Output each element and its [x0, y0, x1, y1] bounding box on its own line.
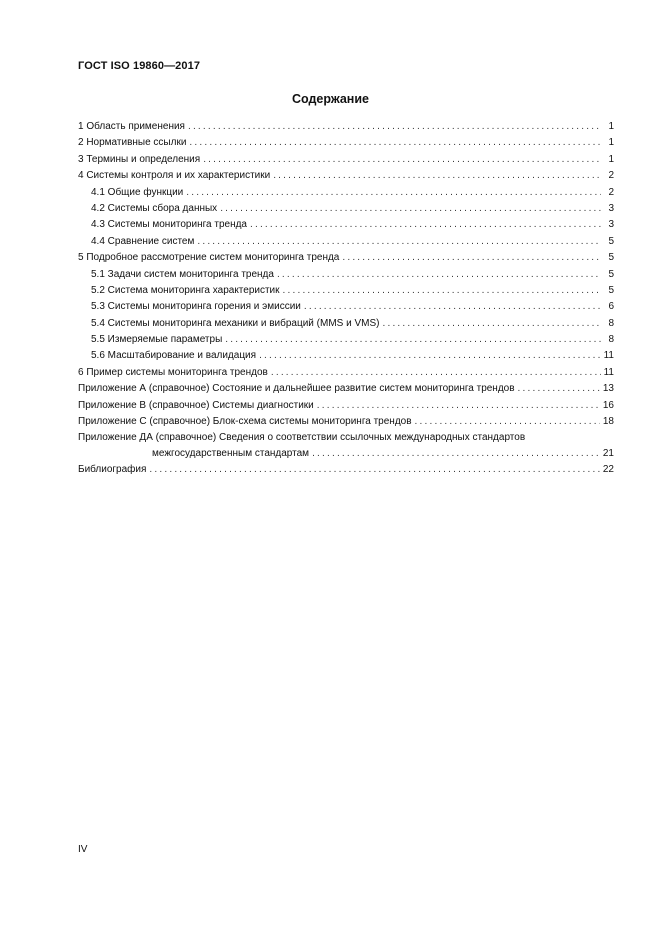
toc-entry-label: 6 Пример системы мониторинга трендов [78, 366, 268, 378]
toc-entry-page: 16 [602, 399, 614, 411]
leader-dots [271, 365, 601, 381]
toc-entry-label: 4.2 Системы сбора данных [91, 202, 218, 214]
toc-entry-page: 6 [608, 301, 614, 313]
toc-entry[interactable] [78, 267, 614, 283]
leader-dots [189, 135, 601, 151]
toc-entry-continuation [78, 446, 614, 462]
leader-dots [317, 398, 600, 414]
leader-dots [220, 201, 601, 217]
leader-dots [382, 316, 601, 332]
leader-dots [203, 152, 601, 168]
toc-entry-label: 2 Нормативные ссылки [78, 137, 187, 149]
toc-entry[interactable] [78, 430, 614, 462]
toc-entry-label: 5.3 Системы мониторинга горения и эмиссии [91, 301, 301, 313]
toc-entry-page: 2 [608, 170, 614, 182]
toc-entry[interactable] [78, 119, 614, 135]
toc-entry-page: 5 [608, 252, 614, 264]
toc-entry-page: 21 [602, 448, 614, 460]
toc-entry-label: Приложение А (справочное) Состояние и дальнейшее развитие систем мониторинга трендов [78, 383, 515, 395]
toc-entry-page: 5 [608, 284, 614, 296]
toc-entry-page: 3 [608, 219, 614, 231]
leader-dots [342, 250, 601, 266]
page-title: Содержание [291, 92, 369, 106]
toc-entry[interactable] [78, 348, 614, 364]
toc-entry-label: 5.4 Системы мониторинга механики и вибраций (MMS и VMS) [91, 317, 380, 329]
leader-dots [312, 446, 600, 462]
toc-entry-page: 18 [602, 416, 614, 428]
toc-entry-label: 4 Системы контроля и их характеристики [78, 170, 271, 182]
toc-entry[interactable] [78, 283, 614, 299]
toc-entry-page: 5 [608, 268, 614, 280]
leader-dots [415, 414, 600, 430]
toc-entry-label: 4.1 Общие функции [91, 186, 184, 198]
toc-entry-page: 1 [608, 121, 614, 132]
toc-entry-page: 11 [603, 350, 614, 362]
toc-entry[interactable] [78, 234, 614, 250]
toc-entry-label: 5.6 Масштабирование и валидация [91, 350, 257, 362]
toc-entry-label: 5 Подробное рассмотрение систем мониторинга тренда [78, 252, 340, 264]
toc-entry[interactable] [78, 462, 614, 478]
toc-entry-page: 8 [608, 317, 614, 329]
leader-dots [225, 332, 601, 348]
toc-entry-label: Приложение С (справочное) Блок-схема системы мониторинга трендов [78, 416, 412, 428]
page-number: IV [78, 844, 88, 855]
toc-entry-page: 2 [608, 186, 614, 198]
toc-entry-label: 5.1 Задачи систем мониторинга тренда [91, 268, 274, 280]
toc-entry[interactable] [78, 365, 614, 381]
toc-entry-page: 8 [608, 334, 614, 346]
toc-entry-page: 1 [608, 137, 614, 149]
toc-entry[interactable] [78, 217, 614, 233]
toc-entry[interactable] [78, 185, 614, 201]
toc-entry-page: 1 [608, 153, 614, 165]
leader-dots [197, 234, 601, 250]
toc-entry-label: 5.5 Измеряемые параметры [91, 334, 223, 346]
toc-entry[interactable] [78, 299, 614, 315]
leader-dots [259, 348, 601, 364]
toc-entry-label: 1 Область применения [78, 121, 185, 132]
leader-dots [283, 283, 601, 299]
toc-entry[interactable] [78, 168, 614, 184]
leader-dots [304, 299, 601, 315]
toc-entry-label: 3 Термины и определения [78, 153, 201, 165]
toc-entry-label: Приложение В (справочное) Системы диагностики [78, 399, 314, 411]
toc-entry-label: Приложение ДА (справочное) Сведения о соответствии ссылочных международных стандартов [78, 432, 526, 444]
leader-dots [273, 168, 601, 184]
toc-entry[interactable] [78, 201, 614, 217]
toc-entry[interactable] [78, 414, 614, 430]
toc-entry-page: 11 [603, 366, 614, 378]
toc-entry-page: 13 [602, 383, 614, 395]
leader-dots [518, 381, 600, 397]
leader-dots [250, 217, 601, 233]
toc-entry[interactable] [78, 135, 614, 151]
toc-entry[interactable] [78, 152, 614, 168]
toc-entry-label: 5.2 Система мониторинга характеристик [91, 284, 280, 296]
toc-entry-label: 4.4 Сравнение систем [91, 235, 195, 247]
toc-entry[interactable] [78, 250, 614, 266]
document-header: ГОСТ ISO 19860—2017 [78, 60, 201, 72]
leader-dots [277, 267, 601, 283]
toc-entry-label-continued: межгосударственным стандартам [152, 448, 310, 460]
table-of-contents [78, 119, 614, 479]
toc-entry[interactable] [78, 316, 614, 332]
toc-entry[interactable] [78, 398, 614, 414]
leader-dots [149, 462, 599, 478]
toc-entry-label: Библиография [78, 464, 147, 476]
toc-entry[interactable] [78, 332, 614, 348]
toc-entry-label: 4.3 Системы мониторинга тренда [91, 219, 247, 231]
toc-entry-page: 22 [602, 464, 614, 476]
leader-dots [188, 119, 601, 135]
toc-entry[interactable] [78, 381, 614, 397]
toc-entry-page: 5 [608, 235, 614, 247]
toc-entry-page: 3 [608, 202, 614, 214]
leader-dots [186, 185, 601, 201]
